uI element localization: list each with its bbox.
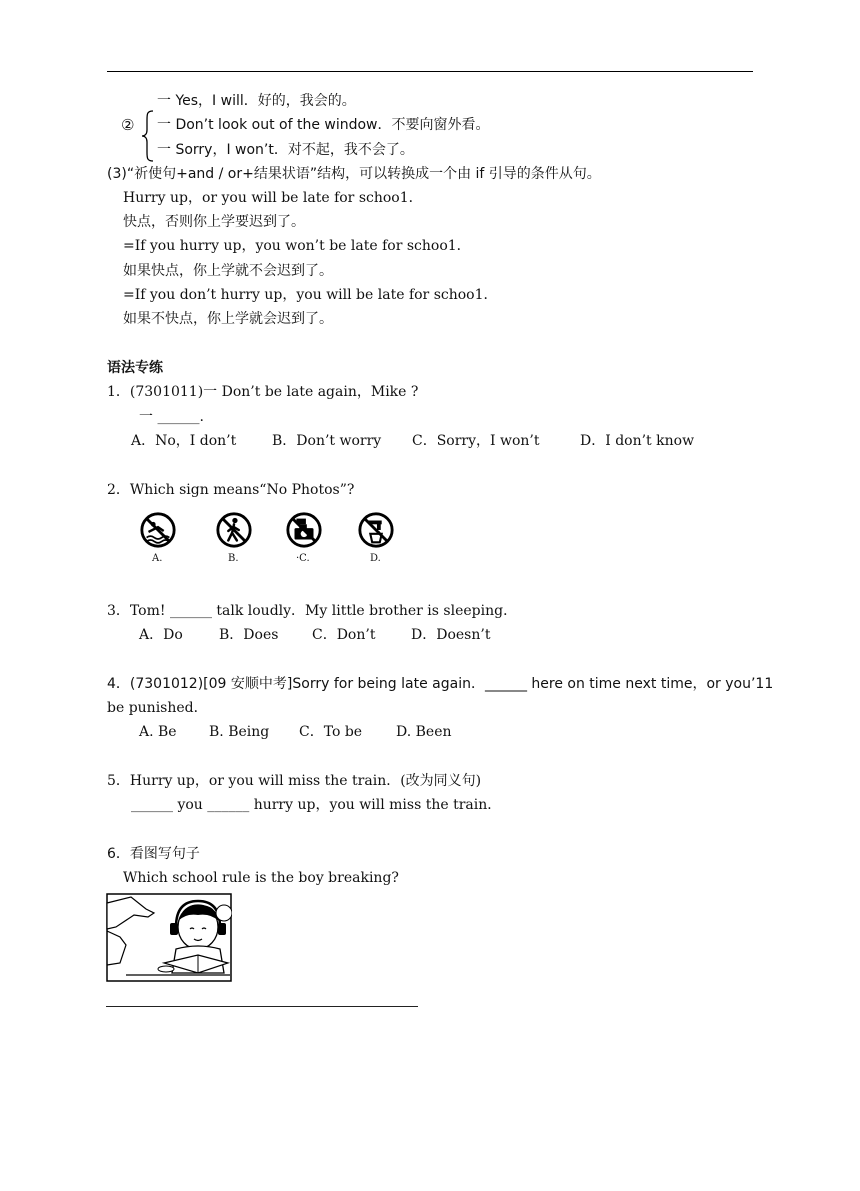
no-pedestrian-sign-icon[interactable]: [215, 511, 253, 549]
rule3-example-1: Hurry up，or you will be late for schoo1．: [123, 190, 423, 206]
dialog-line-1: 一 Yes，I will．好的，我会的。: [157, 93, 356, 109]
rule3-heading: (3)“祈使句+and / or+结果状语”结构，可以转换成一个由 if 引导的条件从句。: [107, 166, 601, 182]
sign-label-d: D.: [370, 553, 381, 564]
q1-reply: 一 ______.: [139, 409, 204, 425]
q4-option-c[interactable]: C．To be: [299, 724, 363, 740]
q3-option-d[interactable]: D．Doesn’t: [411, 627, 491, 643]
q5-stem: 5．Hurry up，or you will miss the train．(改为同义句): [107, 773, 482, 789]
boy-with-headphones-illustration: [106, 893, 232, 982]
q1-stem: 1．(7301011)一 Don’t be late again，Mike ?: [107, 384, 419, 400]
q2-stem: 2．Which sign means“No Photos”?: [107, 482, 355, 498]
q1-options: [131, 432, 695, 450]
dialog-line-3: 一 Sorry，I won’t．对不起，我不会了。: [157, 142, 414, 158]
q3-option-b[interactable]: B．Does: [219, 627, 279, 643]
q6-answer-line[interactable]: [106, 1006, 418, 1007]
no-swimming-sign-icon[interactable]: [139, 511, 177, 549]
q3-option-a[interactable]: A．Do: [139, 627, 183, 643]
rule3-example-2: 快点，否则你上学要迟到了。: [123, 214, 305, 230]
rule3-example-5: =If you don’t hurry up，you will be late for schoo1．: [123, 287, 498, 303]
dialog-line-2: 一 Don’t look out of the window．不要向窗外看。: [157, 117, 490, 133]
q4-option-a[interactable]: A. Be: [139, 724, 177, 740]
circled-number: ②: [121, 116, 135, 134]
q6-stem: 6．看图写句子: [107, 846, 200, 862]
q1-option-a[interactable]: A．No，I don’t: [131, 433, 237, 449]
section-title: 语法专练: [107, 360, 163, 376]
q4-options: [139, 723, 452, 741]
q3-options: [139, 626, 491, 644]
q4-option-b[interactable]: B. Being: [209, 724, 270, 740]
left-brace-icon: [141, 110, 155, 162]
sign-label-a: A.: [152, 553, 163, 564]
q5-answer-template[interactable]: ______ you ______ hurry up，you will miss the train．: [131, 797, 502, 813]
q3-option-c[interactable]: C．Don’t: [312, 627, 376, 643]
q4-option-d[interactable]: D. Been: [396, 724, 452, 740]
rule3-example-6: 如果不快点，你上学就会迟到了。: [123, 311, 333, 327]
q6-question: Which school rule is the boy breaking?: [123, 870, 399, 886]
sign-label-c: ·C.: [296, 553, 310, 564]
rule3-example-4: 如果快点，你上学就不会迟到了。: [123, 263, 333, 279]
no-drinking-water-sign-icon[interactable]: [357, 511, 395, 549]
header-rule: [107, 71, 753, 72]
rule3-example-3: =If you hurry up，you won’t be late for schoo1．: [123, 238, 471, 254]
no-photos-sign-icon[interactable]: [285, 511, 323, 549]
q4-stem-line1: 4．(7301012)[09 安顺中考]Sorry for being late again．______ here on time next time，or you’11: [107, 676, 774, 692]
q1-option-b[interactable]: B．Don’t worry: [272, 433, 382, 449]
sign-label-b: B.: [228, 553, 239, 564]
q3-stem: 3．Tom! ______ talk loudly．My little brother is sleeping．: [107, 603, 518, 619]
q1-option-d[interactable]: D．I don’t know: [580, 433, 695, 449]
q4-stem-line2: be punished．: [107, 700, 208, 716]
q1-option-c[interactable]: C．Sorry，I won’t: [412, 433, 540, 449]
